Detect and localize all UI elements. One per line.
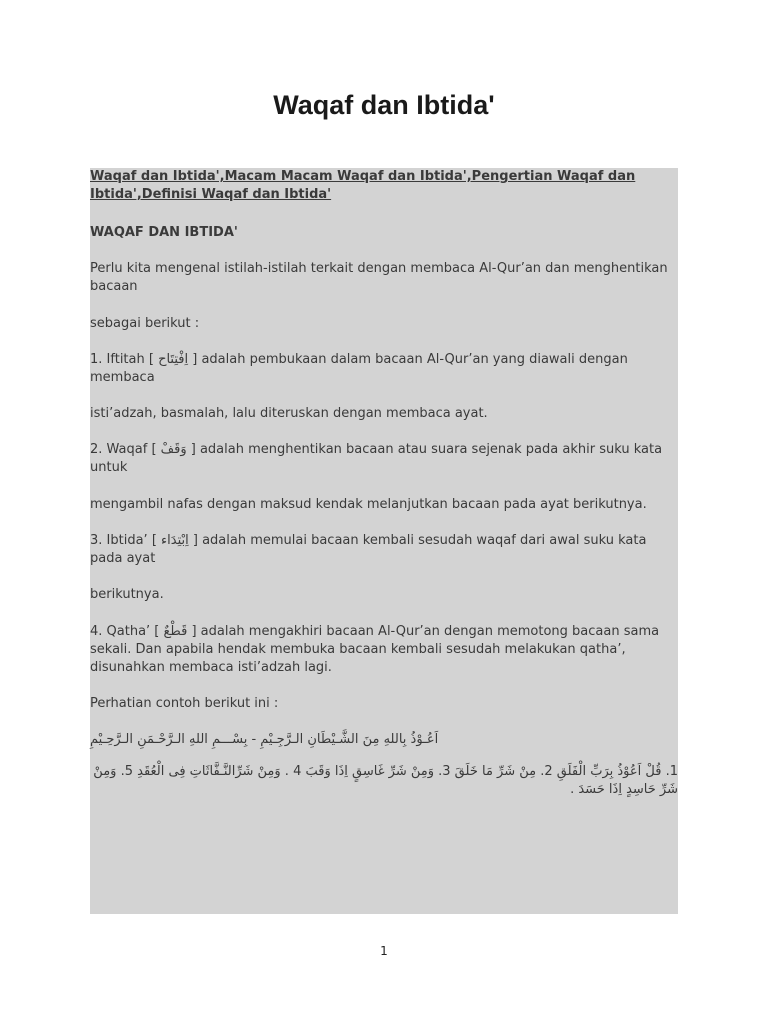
paragraph-istiadzah: isti’adzah, basmalah, lalu diteruskan dengan membaca ayat. xyxy=(90,406,488,421)
article-heading-link[interactable]: Waqaf dan Ibtida',Macam Macam Waqaf dan Ibtida',Pengertian Waqaf dan Ibtida',Definisi Waqaf dan Ibtida' xyxy=(90,169,636,202)
qatha-pre: 4. Qatha’ [ xyxy=(90,624,164,639)
paragraph-waqaf xyxy=(90,441,678,477)
paragraph-qatha xyxy=(90,623,678,677)
paragraph-perhatian: Perhatian contoh berikut ini : xyxy=(90,696,279,711)
paragraph-basmalah: اَعُـوْذُ بِاللهِ مِنَ الشَّـيْطَانِ الـرَّجِـيْمِ - بِسْـــمِ اللهِ الـرَّحْـمَنِ الـرَّحِـيْمِ xyxy=(90,732,439,747)
paragraph-nafas: mengambil nafas dengan maksud kendak melanjutkan bacaan pada ayat berikutnya. xyxy=(90,497,647,512)
paragraph-sebagai: sebagai berikut : xyxy=(90,316,200,331)
content-box xyxy=(90,168,678,914)
page-title: Waqaf dan Ibtida' xyxy=(273,90,495,120)
page-number: 1 xyxy=(380,944,388,958)
ibtida-arabic: اِبْتِدَاء xyxy=(161,533,189,548)
paragraph-ibtida xyxy=(90,532,678,568)
qatha-arabic: قَطْعٌ xyxy=(163,624,188,639)
paragraph-berikutnya: berikutnya. xyxy=(90,587,164,602)
iftitah-arabic: اِفْتِتَاح xyxy=(158,352,189,367)
paragraph-surah-falaq: 1. قُلْ اَعُوْذُ بِرَبِّ الْفَلَقِ 2. مِنْ شَرِّ مَا خَلَقَ 3. وَمِنْ شَرِّ غَاسِقٍ اِذَا وَقَبَ 4 . وَمِنْ شَرِّالنَّـفَّاثَاتِ فِى الْعُقَدِ 5. وَمِنْ شَرِّ حَاسِدٍ اِذَا حَسَدَ . xyxy=(93,764,678,797)
waqaf-post: ] adalah menghentikan bacaan atau suara sejenak pada akhir suku kata untuk xyxy=(90,442,663,475)
ibtida-post: ] adalah memulai bacaan kembali sesudah waqaf dari awal suku kata pada ayat xyxy=(90,533,647,566)
ibtida-pre: 3. Ibtida’ [ xyxy=(90,533,162,548)
waqaf-arabic: وَقَفْ xyxy=(160,442,187,457)
qatha-post: ] adalah mengakhiri bacaan Al-Qur’an dengan memotong bacaan sama sekali. Dan apabila hendak membuka bacaan kembali sesudah melakukan qatha’, disunahkan membaca isti’adzah lagi. xyxy=(90,624,660,675)
paragraph-intro: Perlu kita mengenal istilah-istilah terkait dengan membaca Al-Qur’an dan menghentikan bacaan xyxy=(90,261,668,294)
iftitah-pre: 1. Iftitah [ xyxy=(90,352,159,367)
paragraph-iftitah xyxy=(90,351,678,387)
iftitah-post: ] adalah pembukaan dalam bacaan Al-Qur’an yang diawali dengan membaca xyxy=(90,352,628,385)
waqaf-pre: 2. Waqaf [ xyxy=(90,442,161,457)
section-heading: WAQAF DAN IBTIDA' xyxy=(90,225,238,240)
